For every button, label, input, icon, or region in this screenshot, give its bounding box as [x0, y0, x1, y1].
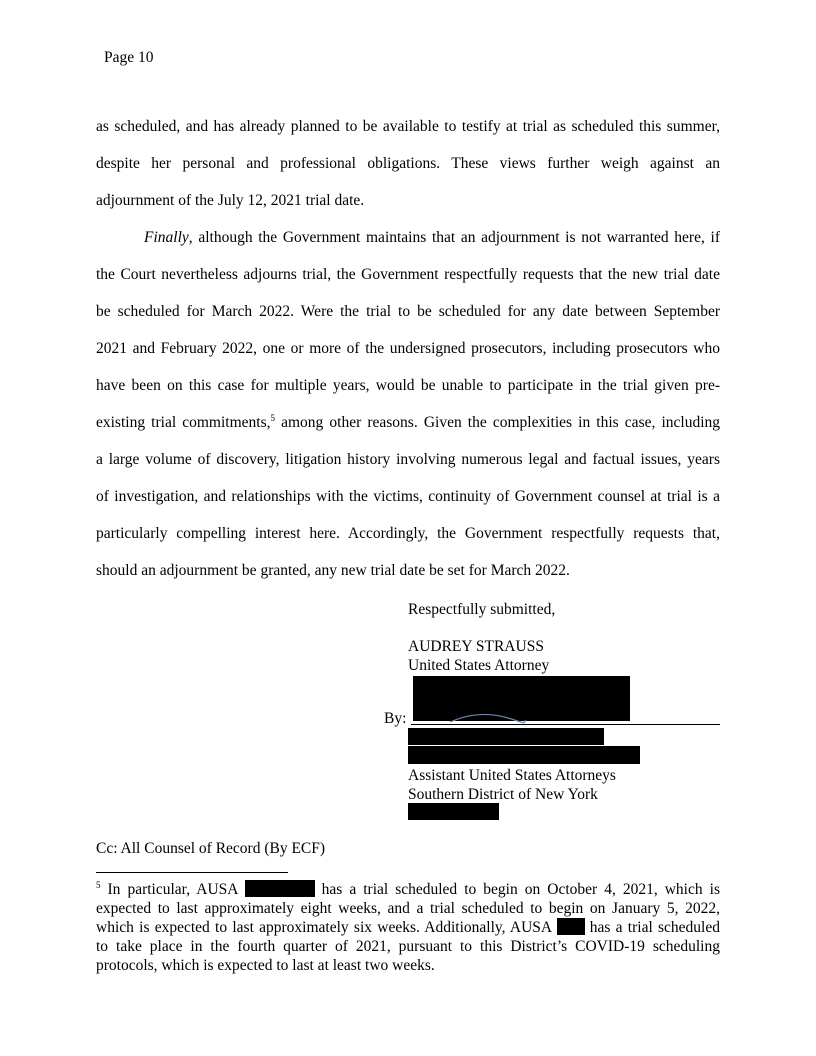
body-line: despite her personal and professional obligations. These views further weigh against an [96, 155, 720, 172]
page-number: Page 10 [104, 49, 154, 66]
signer-title: Assistant United States Attorneys [408, 767, 616, 784]
redacted-name [408, 746, 640, 764]
body-text-span: , although the Government maintains that an adjournment is not warranted here, if [188, 229, 720, 246]
signer-office: United States Attorney [408, 657, 550, 674]
footnote-line [96, 918, 720, 937]
body-line: 2021 and February 2022, one or more of the undersigned prosecutors, including prosecutors who [96, 340, 720, 357]
redacted-name [557, 918, 585, 935]
footnote-divider [96, 872, 288, 873]
body-line: the Court nevertheless adjourns trial, the Government respectfully requests that the new trial date [96, 266, 720, 283]
signature-line [411, 724, 720, 725]
closing: Respectfully submitted, [408, 601, 556, 618]
footnote-reference[interactable]: 5 [270, 412, 276, 423]
body-line: particularly compelling interest here. Accordingly, the Government respectfully requests that, [96, 525, 720, 542]
letter-body [96, 118, 720, 599]
redacted-name [245, 880, 315, 897]
footnote-text: which is expected to last approximately six weeks. Additionally, AUSA [96, 919, 557, 936]
footnote-text: In particular, AUSA [100, 881, 245, 898]
footnote-line: expected to last approximately eight weeks, and a trial scheduled to begin on January 5, 2022, [96, 900, 720, 917]
footnote-line: to take place in the fourth quarter of 2021, pursuant to this District’s COVID-19 scheduling [96, 938, 720, 955]
footnote-text: has a trial scheduled to begin on October 4, 2021, which is [314, 881, 720, 898]
footnote-text: has a trial scheduled [584, 919, 720, 936]
signer-district: Southern District of New York [408, 786, 598, 803]
body-text-span: existing trial commitments, [96, 414, 271, 431]
footnote-line [96, 880, 720, 899]
body-line: a large volume of discovery, litigation history involving numerous legal and factual issues, years [96, 451, 720, 468]
body-line: as scheduled, and has already planned to be available to testify at trial as scheduled this summer, [96, 118, 720, 135]
emphasis-finally: Finally [144, 229, 189, 246]
cc-line: Cc: All Counsel of Record (By ECF) [96, 840, 326, 857]
signer-name: AUDREY STRAUSS [408, 638, 544, 655]
body-line: should an adjournment be granted, any new trial date be set for March 2022. [96, 562, 570, 579]
redacted-name [408, 803, 499, 820]
body-line: have been on this case for multiple years, would be unable to participate in the trial given pre- [96, 377, 720, 394]
footnote [96, 880, 720, 975]
redacted-name [408, 728, 604, 745]
footnote-line: protocols, which is expected to last at least two weeks. [96, 957, 435, 974]
body-line: adjournment of the July 12, 2021 trial date. [96, 192, 365, 209]
by-label: By: [384, 710, 407, 727]
body-line: of investigation, and relationships with the victims, continuity of Government counsel at trial is a [96, 488, 720, 505]
body-text-span: among other reasons. Given the complexities in this case, including [275, 414, 721, 431]
footnote-marker: 5 [96, 879, 101, 890]
body-line-with-footnote [96, 414, 720, 451]
paragraph-finally-first-line [96, 229, 720, 266]
body-line: be scheduled for March 2022. Were the trial to be scheduled for any date between September [96, 303, 720, 320]
